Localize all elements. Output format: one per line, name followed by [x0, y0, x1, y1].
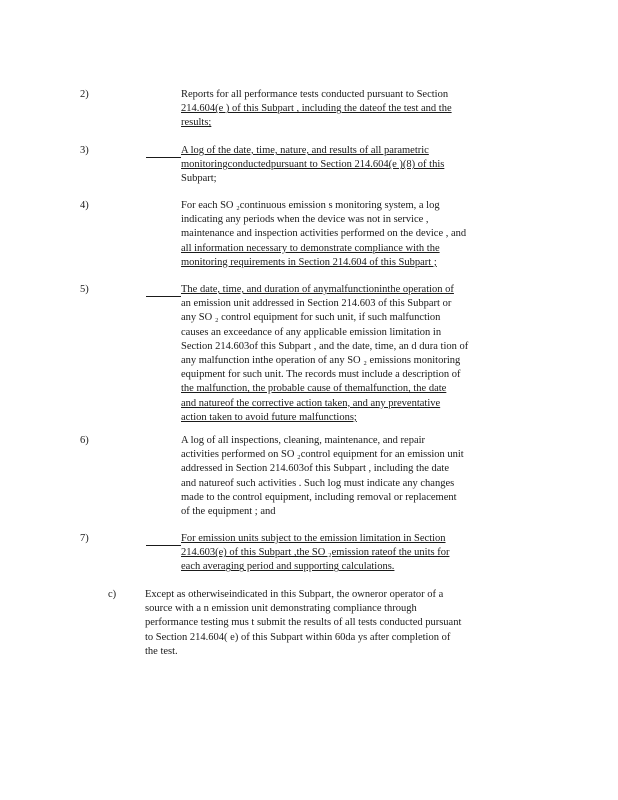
item-text — [181, 88, 507, 131]
text-line: made to the control equipment, including removal or replacement — [181, 491, 457, 503]
item-number: 5) — [80, 284, 89, 295]
underline-rule — [146, 545, 181, 546]
text-line: For emission units subject to the emission limitation in Section — [181, 533, 446, 544]
text-line: A log of all inspections, cleaning, maintenance, and repair — [181, 435, 426, 446]
text-line: the test. — [145, 645, 178, 657]
text-line: maintenance and inspection activities performed on the device , and — [181, 228, 467, 240]
text-line: Section 214.603of this Subpart , and the date, time, an d dura tion of — [181, 340, 469, 352]
text-line: causes an exceedance of any applicable emission limitation in — [181, 326, 442, 338]
section-c-text — [145, 588, 497, 659]
text-line: to Section 214.604( e) of this Subpart within 60da ys after completion of — [145, 631, 451, 643]
text-line: monitoring requirements in Section 214.604 of this Subpart ; — [181, 256, 437, 268]
text-line: action taken to avoid future malfunctions; — [181, 411, 357, 423]
text-line: the malfunction, the probable cause of themalfunction, the date — [181, 383, 447, 395]
text-line: results; — [181, 117, 212, 129]
text-line: any malfunction inthe operation of any SO ₂ emissions monitoring — [181, 355, 461, 367]
text-line: indicating any periods when the device was not in service , — [181, 214, 429, 226]
item-number: 4) — [80, 200, 89, 211]
text-line: A log of the date, time, nature, and results of all parametric — [181, 145, 429, 156]
item-text — [181, 434, 507, 519]
section-c-label: c) — [108, 589, 117, 600]
item-number: 7) — [80, 533, 89, 544]
text-line: source with a n emission unit demonstrating compliance through — [145, 603, 417, 615]
text-line: 214.603(e) of this Subpart ,the SO ₂emission rateof the units for — [181, 547, 450, 559]
item-number: 3) — [80, 145, 89, 156]
text-line: of the equipment ; and — [181, 506, 276, 518]
text-line: 214.604(e ) of this Subpart , including the dateof the test and the — [181, 103, 452, 115]
item-number: 2) — [80, 89, 89, 100]
underline-rule — [146, 296, 181, 297]
text-line: The date, time, and duration of anymalfunctioninthe operation of — [181, 284, 454, 295]
text-line: and natureof such activities . Such log must indicate any changes — [181, 477, 455, 489]
text-line: an emission unit addressed in Section 214.603 of this Subpart or — [181, 298, 452, 310]
underline-rule — [146, 157, 181, 158]
text-line: Reports for all performance tests conducted pursuant to Section — [181, 89, 449, 100]
text-line: performance testing mus t submit the results of all tests conducted pursuant — [145, 617, 462, 629]
text-line: Except as otherwiseindicated in this Subpart, the owneror operator of a — [145, 589, 444, 600]
text-line: addressed in Section 214.603of this Subpart , including the date — [181, 463, 449, 475]
item-text — [181, 532, 507, 575]
text-line: monitoringconductedpursuant to Section 214.604(e )(8) of this — [181, 159, 445, 171]
text-line: Subpart; — [181, 173, 217, 185]
item-text — [181, 199, 507, 270]
text-line: equipment for such unit. The records must include a description of — [181, 369, 461, 381]
text-line: all information necessary to demonstrate compliance with the — [181, 242, 440, 254]
item-number: 6) — [80, 435, 89, 446]
text-line: For each SO ₂continuous emission s monitoring system, a log — [181, 200, 440, 211]
text-line: and natureof the corrective action taken, and any preventative — [181, 397, 441, 409]
text-line: any SO ₂ control equipment for such unit, if such malfunction — [181, 312, 441, 324]
item-text — [181, 283, 507, 425]
text-line: each averaging period and supporting calculations. — [181, 561, 395, 573]
text-line: activities performed on SO ₂control equipment for an emission unit — [181, 449, 464, 461]
item-text — [181, 144, 507, 187]
